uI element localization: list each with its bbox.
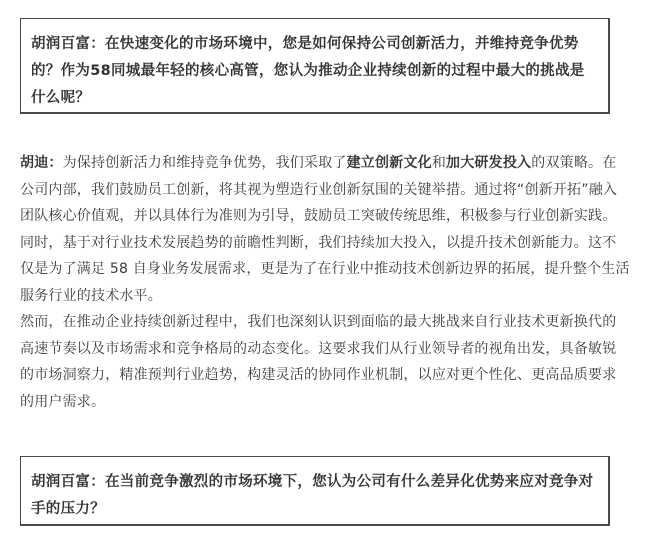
question-1-text	[31, 31, 598, 112]
answer-1-p1-part1: 为保持创新活力和维持竞争优势，我们采取了	[62, 155, 347, 171]
answer-1-highlight-innovation-culture: 建立创新文化	[346, 155, 432, 171]
answer-1-speaker: 胡迪：	[20, 155, 63, 171]
question-2-body: 在当前竞争激烈的市场环境下，您认为公司有什么差异化优势来应对竞争对手的压力？	[31, 474, 594, 517]
answer-1-highlight-rd-investment: 加大研发投入	[446, 155, 532, 171]
question-2-text	[31, 469, 598, 523]
question-2-speaker: 胡润百富：	[31, 474, 105, 490]
question-box-2	[20, 456, 610, 526]
answer-1	[20, 150, 630, 415]
question-1-speaker: 胡润百富：	[31, 36, 105, 52]
question-1-body: 在快速变化的市场环境中，您是如何保持公司创新活力，并维持竞争优势的？作为58同城最年轻的核心高管，您认为推动企业持续创新的过程中最大的挑战是什么呢？	[31, 36, 585, 106]
answer-1-p1-and: 和	[431, 155, 447, 171]
answer-1-paragraph-2: 然而，在推动企业持续创新过程中，我们也深刻认识到面临的最大挑战来自行业技术更新换代的高速节奏以及市场需求和竞争格局的动态变化。这要求我们从行业领导者的视角出发，具备敏锐的市场洞察力，精准预判行业趋势，构建灵活的协同作业机制，以应对更个性化、更高品质要求的用户需求。	[20, 314, 617, 410]
answer-1-p1-part2: 的双策略。在公司内部，我们鼓励员工创新，将其视为塑造行业创新氛围的关键举措。通过将“创新开拓”融入团队核心价值观，并以具体行为准则为引导，鼓励员工突破传统思维，积极参与行业创新实践。同时，基于对行业技术发展趋势的前瞻性判断，我们持续加大投入，以提升技术创新能力。这不仅是为了满足 58 自身业务发展需求，更是为了在行业中推动技术创新边界的拓展，提升整个生活服务行业的技术水平。	[20, 155, 630, 304]
answer-1-paragraph-1	[20, 150, 630, 309]
question-box-1	[20, 18, 610, 114]
